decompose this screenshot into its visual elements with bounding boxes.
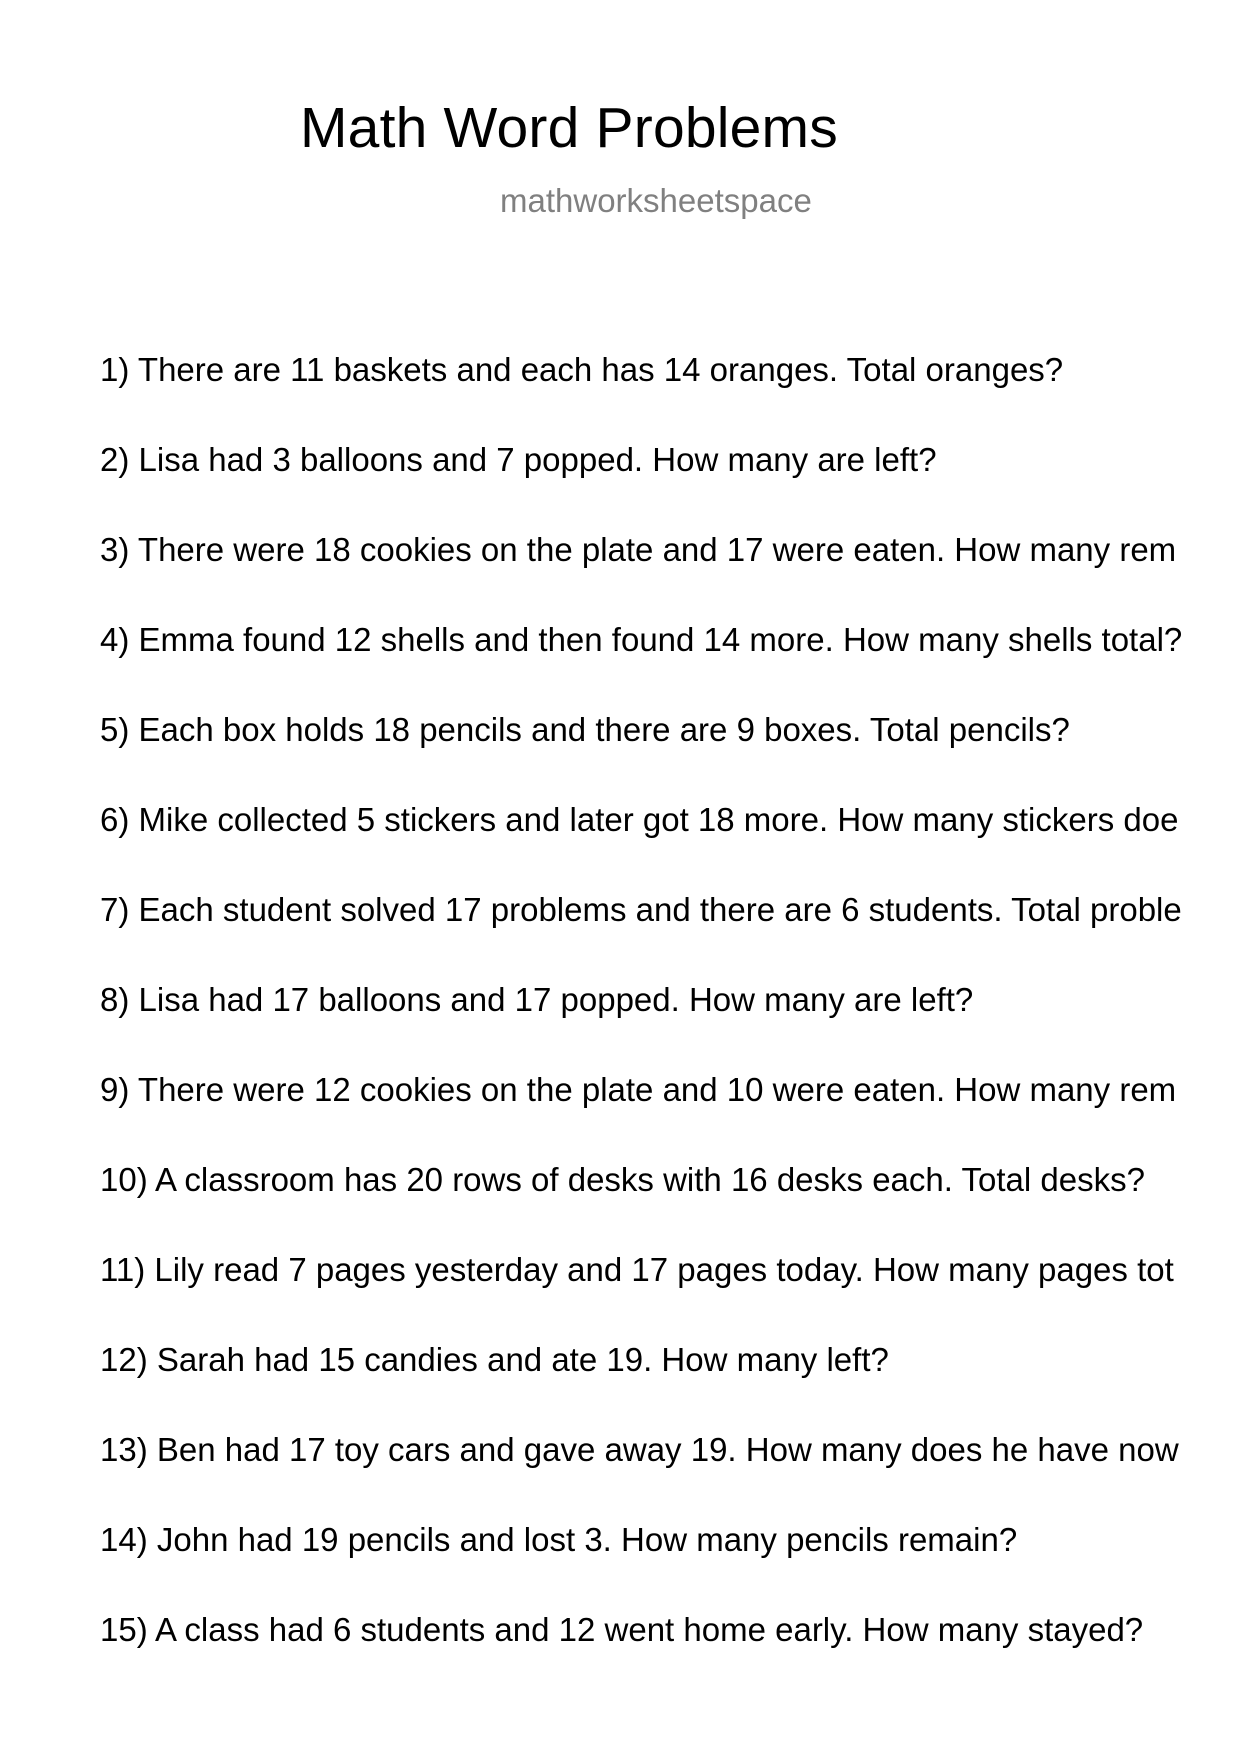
- problem-item: 12) Sarah had 15 candies and ate 19. How many left?: [100, 1341, 889, 1378]
- problem-list: [100, 348, 1240, 1698]
- problem-item: 14) John had 19 pencils and lost 3. How many pencils remain?: [100, 1521, 1018, 1558]
- problem-item: 1) There are 11 baskets and each has 14 oranges. Total oranges?: [100, 351, 1064, 388]
- problem-item: 4) Emma found 12 shells and then found 14 more. How many shells total?: [100, 621, 1183, 658]
- problem-item: 5) Each box holds 18 pencils and there are 9 boxes. Total pencils?: [100, 711, 1070, 748]
- problem-item: 8) Lisa had 17 balloons and 17 popped. How many are left?: [100, 981, 974, 1018]
- problem-item: 3) There were 18 cookies on the plate and 17 were eaten. How many rem: [100, 531, 1177, 568]
- problem-item: 7) Each student solved 17 problems and there are 6 students. Total proble: [100, 891, 1182, 928]
- problem-item: 6) Mike collected 5 stickers and later got 18 more. How many stickers doe: [100, 801, 1179, 838]
- problem-item: 9) There were 12 cookies on the plate and 10 were eaten. How many rem: [100, 1071, 1177, 1108]
- problem-item: 15) A class had 6 students and 12 went home early. How many stayed?: [100, 1611, 1144, 1648]
- source-label: mathworksheetspace: [500, 182, 812, 219]
- problem-item: 2) Lisa had 3 balloons and 7 popped. How many are left?: [100, 441, 937, 478]
- problem-item: 13) Ben had 17 toy cars and gave away 19. How many does he have now: [100, 1431, 1179, 1468]
- page-title: Math Word Problems: [300, 96, 838, 160]
- problem-item: 10) A classroom has 20 rows of desks with 16 desks each. Total desks?: [100, 1161, 1145, 1198]
- problem-item: 11) Lily read 7 pages yesterday and 17 pages today. How many pages tot: [100, 1251, 1174, 1288]
